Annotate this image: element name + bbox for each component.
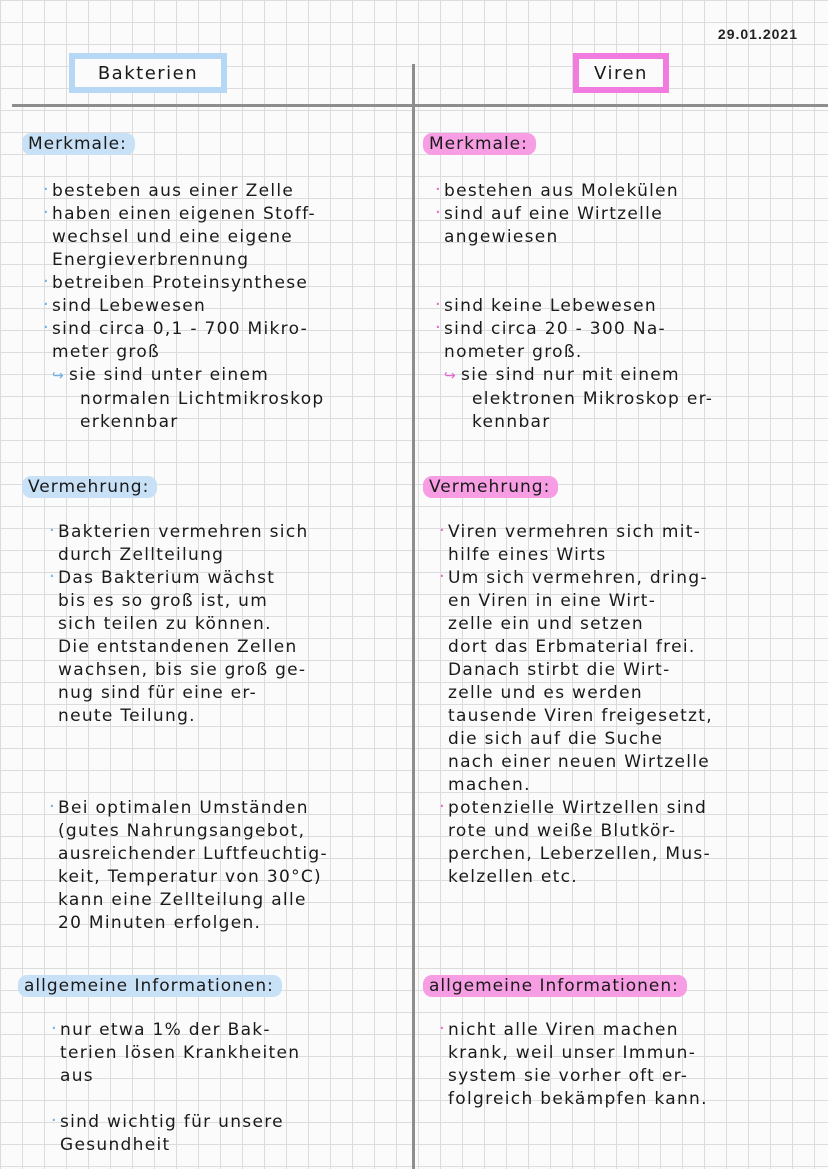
list-item-cont: aus: [60, 1066, 94, 1086]
list-item: · sind circa 20 - 300 Na-: [444, 318, 713, 341]
list-item-cont: 20 Minuten erfolgen.: [58, 913, 262, 933]
sub-point-cont: kennbar: [472, 412, 551, 432]
list-item-cont: system sie vorher oft er-: [448, 1066, 689, 1086]
right-vermehrung-text: [448, 521, 713, 889]
list-item-cont: rote und weiße Blutkör-: [448, 821, 677, 841]
right-allgemein-text: [448, 1019, 708, 1111]
column-divider: [412, 64, 415, 1169]
list-item: · Bei optimalen Umständen: [58, 797, 328, 820]
right-merkmale-text: [444, 180, 713, 434]
list-item: · sind Lebewesen: [52, 295, 325, 318]
header-divider: [12, 104, 828, 107]
list-item-cont: bis es so groß ist, um: [58, 591, 269, 611]
list-item: · potenzielle Wirtzellen sind: [448, 797, 713, 820]
list-item: · nur etwa 1% der Bak-: [60, 1019, 300, 1042]
list-item-cont: sich teilen zu können.: [58, 614, 272, 634]
sub-point: ↪ sie sind nur mit einem: [444, 365, 680, 385]
list-item-cont: nug sind für eine er-: [58, 683, 258, 703]
list-item: · nicht alle Viren machen: [448, 1019, 708, 1042]
list-item-cont: krank, weil unser Immun-: [448, 1043, 697, 1063]
list-item-cont: Die entstandenen Zellen: [58, 637, 298, 657]
title-bakterien: Bakterien: [69, 53, 227, 93]
list-item: · sind auf eine Wirtzelle: [444, 203, 713, 226]
list-item-cont: neute Teilung.: [58, 706, 196, 726]
heading-left-vermehrung: Vermehrung:: [22, 476, 157, 498]
heading-right-vermehrung: Vermehrung:: [423, 476, 558, 498]
list-item-cont: kelzellen etc.: [448, 867, 578, 887]
sub-point-cont: normalen Lichtmikroskop: [80, 389, 325, 409]
list-item: · Um sich vermehren, dring-: [448, 567, 713, 590]
list-item-cont: terien lösen Krankheiten: [60, 1043, 301, 1063]
list-item-cont: folgreich bekämpfen kann.: [448, 1089, 708, 1109]
list-item-cont: keit, Temperatur von 30°C): [58, 867, 322, 887]
list-item-cont: nometer groß.: [444, 342, 583, 362]
list-item-cont: ausreichender Luftfeuchtig-: [58, 844, 328, 864]
list-item: · bestehen aus Molekülen: [444, 180, 713, 203]
list-item-cont: kann eine Zellteilung alle: [58, 890, 307, 910]
sub-point-cont: erkennbar: [80, 412, 179, 432]
hook-arrow-icon: ↪: [52, 368, 66, 384]
list-item: · betreiben Proteinsynthese: [52, 272, 325, 295]
list-item-cont: durch Zellteilung: [58, 545, 225, 565]
list-item-cont: angewiesen: [444, 227, 559, 247]
list-item: · Viren vermehren sich mit-: [448, 521, 713, 544]
list-item-cont: dort das Erbmaterial frei.: [448, 637, 696, 657]
sub-point-cont: elektronen Mikroskop er-: [472, 389, 714, 409]
list-item: · sind wichtig für unsere: [60, 1111, 300, 1134]
heading-right-merkmale: Merkmale:: [423, 133, 536, 155]
list-item-cont: perchen, Leberzellen, Mus-: [448, 844, 712, 864]
list-item-cont: Danach stirbt die Wirt-: [448, 660, 671, 680]
list-item-cont: tausende Viren freigesetzt,: [448, 706, 713, 726]
list-item-cont: en Viren in eine Wirt-: [448, 591, 657, 611]
list-item: · Bakterien vermehren sich: [58, 521, 328, 544]
left-vermehrung-text: [58, 521, 328, 935]
list-item: · Das Bakterium wächst: [58, 567, 328, 590]
list-item-cont: hilfe eines Wirts: [448, 545, 607, 565]
hook-arrow-icon: ↪: [444, 368, 458, 384]
title-viren: Viren: [573, 53, 669, 93]
heading-right-allgemein: allgemeine Informationen:: [423, 975, 687, 997]
list-item: · besteben aus einer Zelle: [52, 180, 325, 203]
list-item: · sind keine Lebewesen: [444, 295, 713, 318]
list-item-cont: wachsen, bis sie groß ge-: [58, 660, 307, 680]
list-item: · haben einen eigenen Stoff-: [52, 203, 325, 226]
sub-point: ↪ sie sind unter einem: [52, 365, 270, 385]
date: 29.01.2021: [717, 26, 798, 42]
list-item-cont: Gesundheit: [60, 1135, 171, 1155]
list-item: · sind circa 0,1 - 700 Mikro-: [52, 318, 325, 341]
list-item-cont: die sich auf die Suche: [448, 729, 664, 749]
list-item-cont: nach einer neuen Wirtzelle: [448, 752, 711, 772]
list-item-cont: (gutes Nahrungsangebot,: [58, 821, 306, 841]
heading-left-allgemein: allgemeine Informationen:: [18, 975, 282, 997]
list-item-cont: zelle und es werden: [448, 683, 643, 703]
list-item-cont: wechsel und eine eigene: [52, 227, 294, 247]
list-item-cont: meter groß: [52, 342, 161, 362]
left-merkmale-text: [52, 180, 325, 434]
list-item-cont: zelle ein und setzen: [448, 614, 644, 634]
left-allgemein-text: [60, 1019, 300, 1157]
list-item-cont: machen.: [448, 775, 531, 795]
heading-left-merkmale: Merkmale:: [22, 133, 135, 155]
list-item-cont: Energieverbrennung: [52, 250, 250, 270]
